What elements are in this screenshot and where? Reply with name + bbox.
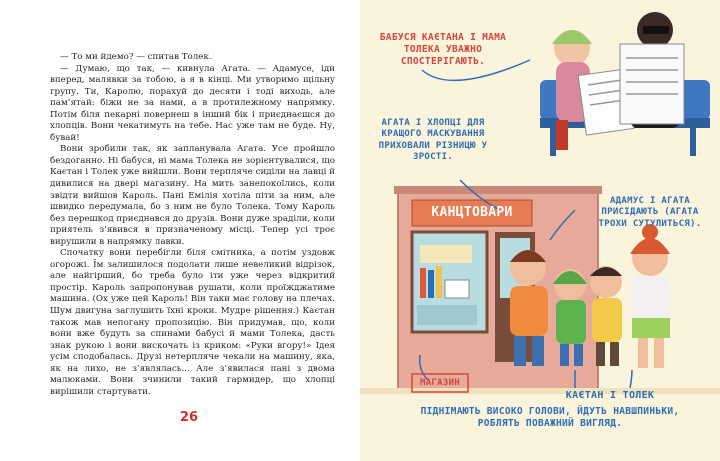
label-shop: МАГАЗИН (419, 378, 461, 388)
newspaper-2 (620, 44, 684, 124)
paragraph-4: Спочатку вони перебігли біля смітника, а потім уздовж огорожі. Їм залишилося подолати лише невеликий відрізок, але найгірший, бо треба було іти уже через відкритий простір. Кароль запропонував рушати, коли проїжджатиме машина. (Ох уже цей Кароль! Він таки має голову на плечах. Шум двигуна заглушить їхні кроки. Мудре рішення.) Каєтан також мав непогану пропозицію. Він придумав, що, коли вони вже будуть за спинами бабусі й мами Толека, дасть знак рукою і вони вискочать із криком: «Руки вгору!» Ідея усім сподобалась. Друзі нетерпляче чекали на машину, яка, як на лихо, не з’являлась... Але з’явилася пані з двома малюками. Вони зчинили такий гармидер, що хлопці вирішили стартувати. (50, 248, 335, 397)
right-page-illustration (360, 0, 720, 461)
shop-roof (394, 186, 602, 194)
paragraph-3: Вони зробили так, як запланувала Агата. Усе пройшло бездоганно. Ні бабуся, ні мама Толека не зорієнтувалися, що Каєтан і Толек уже вийшли. Вони терпляче сиділи на лавці й дивилися на двері магазину. На мить занепокоїлись, коли звідти вийшов Кароль. Пані Емілія хотіла піти за ним, але швидко передумала, бо з ним не було Толека. Тому Кароль без перешкод приєднався до друзів. Вони дуже зраділи, коли приятель з’явився в призначеному місці. Тепер усі троє вирушили в напрямку лавки. (50, 144, 335, 247)
paragraph-1: — То ми йдемо? — спитав Толек. (60, 52, 212, 62)
note-bottom: ПІДНІМАЮТЬ ВИСОКО ГОЛОВИ, ЙДУТЬ НАВШПИНЬКИ, РОБЛЯТЬ ПОВАЖНИЙ ВИГЛЯД. (420, 406, 680, 429)
shop-sign-text: КАНЦТОВАРИ (431, 205, 513, 220)
note-grandma: БАБУСЯ КАЄТАНА І МАМА ТОЛЕКА УВАЖНО СПОСТЕРІГАЮТЬ. (379, 32, 507, 67)
note-disguise: АГАТА І ХЛОПЦІ ДЛЯ КРАЩОГО МАСКУВАННЯ ПРИХОВАЛИ РІЗНИЦЮ У ЗРОСТІ. (378, 118, 488, 162)
note-adamus: АДАМУС І АГАТА ПРИСІДАЮТЬ (АГАТА ТРОХИ СУТУЛИТЬСЯ). (598, 196, 702, 229)
paragraph-2: — Думаю, що так, — кивнула Агата. — Адамусе, іди вперед, малявки за тобою, а я в кінці. Ми утворимо щільну групу. Ти, Каролю, порахуй до десяти і тоді виходь, але пам’ятай: біжи не за нами, а в протилежному напрямку. Потім біля пекарні повернеш в інший бік і приєднаєшся до хлопців. Вони чекатимуть на тебе. Нас уже там не буде. Ну, бувай! (50, 63, 335, 143)
page-number: 26 (180, 410, 199, 425)
label-kids: КАЄТАН І ТОЛЕК (565, 390, 655, 401)
story-text (50, 52, 335, 398)
